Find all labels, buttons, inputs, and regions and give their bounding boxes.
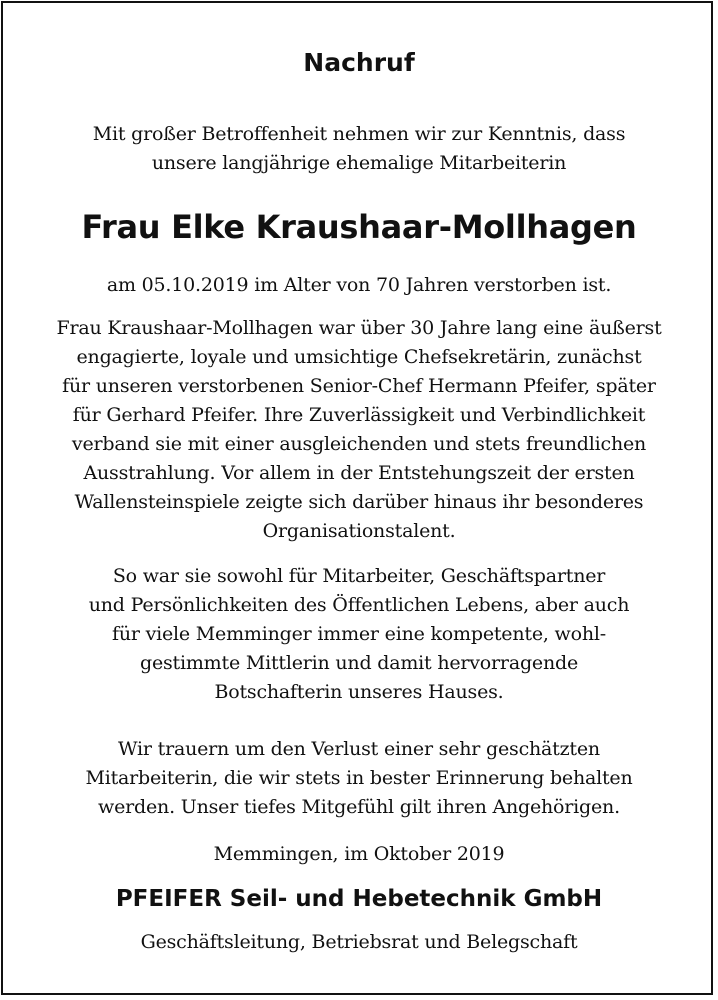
- condolence-line: werden. Unser tiefes Mitgefühl gilt ihren Angehörigen.: [98, 796, 620, 818]
- tribute-line: Wallensteinspiele zeigte sich darüber hinaus ihr besonderes: [74, 491, 644, 513]
- condolence-line: Mitarbeiterin, die wir stets in bester Erinnerung behalten: [85, 767, 633, 789]
- place-date-line: Memmingen, im Oktober 2019: [213, 843, 505, 865]
- tribute-line: Organisationstalent.: [262, 520, 456, 542]
- condolence-paragraph: [0, 735, 718, 822]
- tribute-line: und Persönlichkeiten des Öffentlichen Lebens, aber auch: [88, 594, 630, 616]
- death-statement: [0, 271, 718, 300]
- tribute-line: verband sie mit einer ausgleichenden und stets freundlichen: [71, 433, 647, 455]
- tribute-line: engagierte, loyale und umsichtige Chefsekretärin, zunächst: [76, 346, 642, 368]
- tribute-paragraph-2: [0, 562, 718, 707]
- death-line: am 05.10.2019 im Alter von 70 Jahren verstorben ist.: [106, 274, 612, 296]
- tribute-line: Botschafterin unseres Hauses.: [214, 681, 504, 703]
- tribute-line: für Gerhard Pfeifer. Ihre Zuverlässigkeit und Verbindlichkeit: [72, 404, 646, 426]
- deceased-name: Frau Elke Kraushaar-Mollhagen: [81, 208, 637, 246]
- company-name: PFEIFER Seil- und Hebetechnik GmbH: [115, 886, 603, 912]
- tribute-line: gestimmte Mittlerin und damit hervorragende: [140, 652, 578, 674]
- tribute-line: So war sie sowohl für Mitarbeiter, Geschäftspartner: [112, 565, 606, 587]
- tribute-line: für unseren verstorbenen Senior-Chef Hermann Pfeifer, später: [62, 375, 656, 397]
- intro-paragraph: [0, 120, 718, 178]
- intro-line: unsere langjährige ehemalige Mitarbeiterin: [151, 152, 567, 174]
- tribute-line: für viele Memminger immer eine kompetente, wohl-: [112, 623, 606, 645]
- place-and-date: [0, 840, 718, 869]
- tribute-line: Ausstrahlung. Vor allem in der Entstehungszeit der ersten: [83, 462, 635, 484]
- signatories: [0, 928, 718, 957]
- intro-line: Mit großer Betroffenheit nehmen wir zur Kenntnis, dass: [92, 123, 626, 145]
- notice-title: Nachruf: [303, 48, 415, 77]
- condolence-line: Wir trauern um den Verlust einer sehr geschätzten: [118, 738, 600, 760]
- tribute-line: Frau Kraushaar-Mollhagen war über 30 Jahre lang eine äußerst: [56, 317, 662, 339]
- signatories-line: Geschäftsleitung, Betriebsrat und Belegschaft: [140, 931, 578, 953]
- tribute-paragraph-1: [0, 314, 718, 546]
